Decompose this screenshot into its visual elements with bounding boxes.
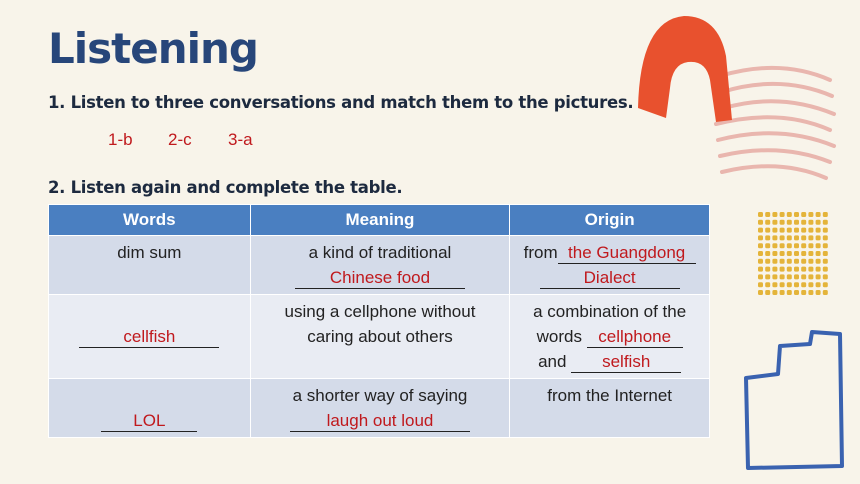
decor-dot bbox=[772, 228, 777, 233]
pink-stripes bbox=[716, 68, 834, 178]
decor-dot bbox=[780, 259, 785, 264]
decor-dot bbox=[787, 212, 792, 217]
decor-dot bbox=[765, 267, 770, 272]
decor-dot bbox=[801, 259, 806, 264]
answer-blank: Chinese food bbox=[295, 268, 465, 289]
decor-dot bbox=[772, 251, 777, 256]
decor-dot bbox=[765, 274, 770, 279]
decor-dot bbox=[816, 228, 821, 233]
decor-dot bbox=[823, 235, 828, 240]
decor-dot bbox=[772, 290, 777, 295]
cell-word bbox=[49, 236, 251, 295]
task-2-instruction: 2. Listen again and complete the table. bbox=[48, 178, 403, 197]
word-text: dim sum bbox=[117, 243, 182, 262]
decor-dot bbox=[794, 282, 799, 287]
decor-dot bbox=[765, 259, 770, 264]
table-row bbox=[49, 295, 710, 379]
table-row bbox=[49, 236, 710, 295]
decor-dot bbox=[816, 282, 821, 287]
decor-dot bbox=[808, 212, 813, 217]
cell-meaning bbox=[250, 295, 510, 379]
decor-dot bbox=[801, 251, 806, 256]
decor-dot bbox=[801, 235, 806, 240]
decor-dot bbox=[808, 235, 813, 240]
decor-dot bbox=[808, 267, 813, 272]
decor-dot bbox=[794, 243, 799, 248]
decor-dot bbox=[801, 243, 806, 248]
decor-dot bbox=[801, 274, 806, 279]
decor-dot bbox=[823, 267, 828, 272]
table-header-row bbox=[49, 205, 710, 236]
decor-dot bbox=[758, 235, 763, 240]
decor-dot bbox=[787, 267, 792, 272]
answer-2: 2-c bbox=[168, 130, 192, 149]
decor-dot bbox=[772, 267, 777, 272]
decor-dot bbox=[758, 259, 763, 264]
cell-word bbox=[49, 379, 251, 438]
decor-dot bbox=[823, 274, 828, 279]
decor-dot bbox=[823, 220, 828, 225]
decor-dot bbox=[787, 282, 792, 287]
decor-dot bbox=[808, 251, 813, 256]
decor-dot bbox=[808, 243, 813, 248]
cell-origin bbox=[510, 295, 710, 379]
decor-dot bbox=[801, 228, 806, 233]
decor-dot bbox=[816, 267, 821, 272]
blue-outline-decoration bbox=[738, 326, 848, 476]
decor-dot bbox=[801, 212, 806, 217]
decor-dot bbox=[780, 220, 785, 225]
decor-dot bbox=[758, 243, 763, 248]
decor-dot bbox=[808, 259, 813, 264]
decor-dot bbox=[758, 251, 763, 256]
decor-dot bbox=[758, 290, 763, 295]
decor-dot bbox=[808, 274, 813, 279]
decor-dot bbox=[780, 243, 785, 248]
origin-text: from the Internet bbox=[547, 386, 672, 405]
decor-dot bbox=[787, 228, 792, 233]
decor-dot bbox=[794, 290, 799, 295]
decor-dot bbox=[816, 290, 821, 295]
cell-meaning bbox=[250, 236, 510, 295]
yellow-dots-decoration bbox=[756, 210, 836, 300]
decor-dot bbox=[794, 267, 799, 272]
meaning-text: a shorter way of saying bbox=[292, 386, 468, 405]
cell-meaning bbox=[250, 379, 510, 438]
decor-dot bbox=[816, 259, 821, 264]
decor-dot bbox=[780, 274, 785, 279]
answer-blank: cellphone bbox=[587, 327, 683, 348]
decor-dot bbox=[787, 274, 792, 279]
decor-dot bbox=[758, 267, 763, 272]
meaning-text: a kind of traditional bbox=[308, 243, 452, 262]
decor-dot bbox=[772, 220, 777, 225]
decor-dot bbox=[801, 220, 806, 225]
decor-dot bbox=[816, 212, 821, 217]
decor-dot bbox=[780, 228, 785, 233]
decor-dot bbox=[780, 212, 785, 217]
decor-dot bbox=[823, 228, 828, 233]
decor-dot bbox=[772, 212, 777, 217]
decor-dot bbox=[765, 251, 770, 256]
decor-dot bbox=[787, 251, 792, 256]
answer-blank: LOL bbox=[101, 411, 197, 432]
orange-arch bbox=[638, 16, 732, 122]
decor-dot bbox=[801, 282, 806, 287]
meaning-line: caring about others bbox=[307, 327, 453, 346]
cell-origin bbox=[510, 236, 710, 295]
decor-dot bbox=[808, 228, 813, 233]
decor-dot bbox=[808, 220, 813, 225]
decor-dot bbox=[794, 259, 799, 264]
decor-dot bbox=[794, 228, 799, 233]
meaning-line: using a cellphone without bbox=[284, 302, 476, 321]
origin-and: and bbox=[538, 352, 567, 371]
page-title: Listening bbox=[48, 24, 258, 73]
decor-dot bbox=[765, 290, 770, 295]
decor-dot bbox=[787, 220, 792, 225]
answer-1: 1-b bbox=[108, 130, 133, 149]
cell-origin bbox=[510, 379, 710, 438]
task-1-instruction: 1. Listen to three conversations and match them to the pictures. bbox=[48, 93, 634, 112]
decor-dot bbox=[787, 259, 792, 264]
decor-dot bbox=[758, 228, 763, 233]
answer-blank: laugh out loud bbox=[290, 411, 470, 432]
decor-dot bbox=[787, 243, 792, 248]
decor-dot bbox=[823, 251, 828, 256]
decor-dot bbox=[823, 282, 828, 287]
decor-dot bbox=[758, 274, 763, 279]
answer-blank: Dialect bbox=[540, 268, 680, 289]
decor-dot bbox=[765, 220, 770, 225]
header-meaning: Meaning bbox=[250, 205, 510, 236]
decor-dot bbox=[772, 282, 777, 287]
decor-dot bbox=[816, 235, 821, 240]
decor-dot bbox=[758, 220, 763, 225]
decor-dot bbox=[823, 290, 828, 295]
decor-dot bbox=[787, 290, 792, 295]
header-words: Words bbox=[49, 205, 251, 236]
decor-dot bbox=[765, 243, 770, 248]
decor-dot bbox=[794, 212, 799, 217]
decor-dot bbox=[780, 235, 785, 240]
decor-dot bbox=[801, 290, 806, 295]
decor-dot bbox=[816, 274, 821, 279]
vocabulary-table bbox=[48, 204, 710, 438]
arch-decoration bbox=[630, 10, 860, 190]
decor-dot bbox=[780, 282, 785, 287]
decor-dot bbox=[823, 212, 828, 217]
decor-dot bbox=[816, 243, 821, 248]
decor-dot bbox=[772, 259, 777, 264]
decor-dot bbox=[808, 282, 813, 287]
decor-dot bbox=[758, 212, 763, 217]
decor-dot bbox=[823, 259, 828, 264]
cell-word bbox=[49, 295, 251, 379]
decor-dot bbox=[765, 212, 770, 217]
answer-blank: the Guangdong bbox=[558, 243, 696, 264]
decor-dot bbox=[765, 228, 770, 233]
answer-3: 3-a bbox=[228, 130, 253, 149]
origin-line: a combination of the bbox=[533, 302, 687, 321]
decor-dot bbox=[780, 251, 785, 256]
decor-dot bbox=[772, 274, 777, 279]
answer-blank: selfish bbox=[571, 352, 681, 373]
decor-dot bbox=[808, 290, 813, 295]
decor-dot bbox=[794, 251, 799, 256]
origin-prefix: from bbox=[523, 243, 558, 262]
decor-dot bbox=[787, 235, 792, 240]
decor-dot bbox=[794, 220, 799, 225]
answer-blank: cellfish bbox=[79, 327, 219, 348]
decor-dot bbox=[780, 290, 785, 295]
decor-dot bbox=[816, 220, 821, 225]
decor-dot bbox=[816, 251, 821, 256]
decor-dot bbox=[772, 235, 777, 240]
decor-dot bbox=[772, 243, 777, 248]
decor-dot bbox=[823, 243, 828, 248]
origin-words: words bbox=[536, 327, 582, 346]
decor-dot bbox=[794, 235, 799, 240]
decor-dot bbox=[758, 282, 763, 287]
decor-dot bbox=[765, 282, 770, 287]
decor-dot bbox=[765, 235, 770, 240]
decor-dot bbox=[780, 267, 785, 272]
decor-dot bbox=[801, 267, 806, 272]
table-row bbox=[49, 379, 710, 438]
decor-dot bbox=[794, 274, 799, 279]
header-origin: Origin bbox=[510, 205, 710, 236]
